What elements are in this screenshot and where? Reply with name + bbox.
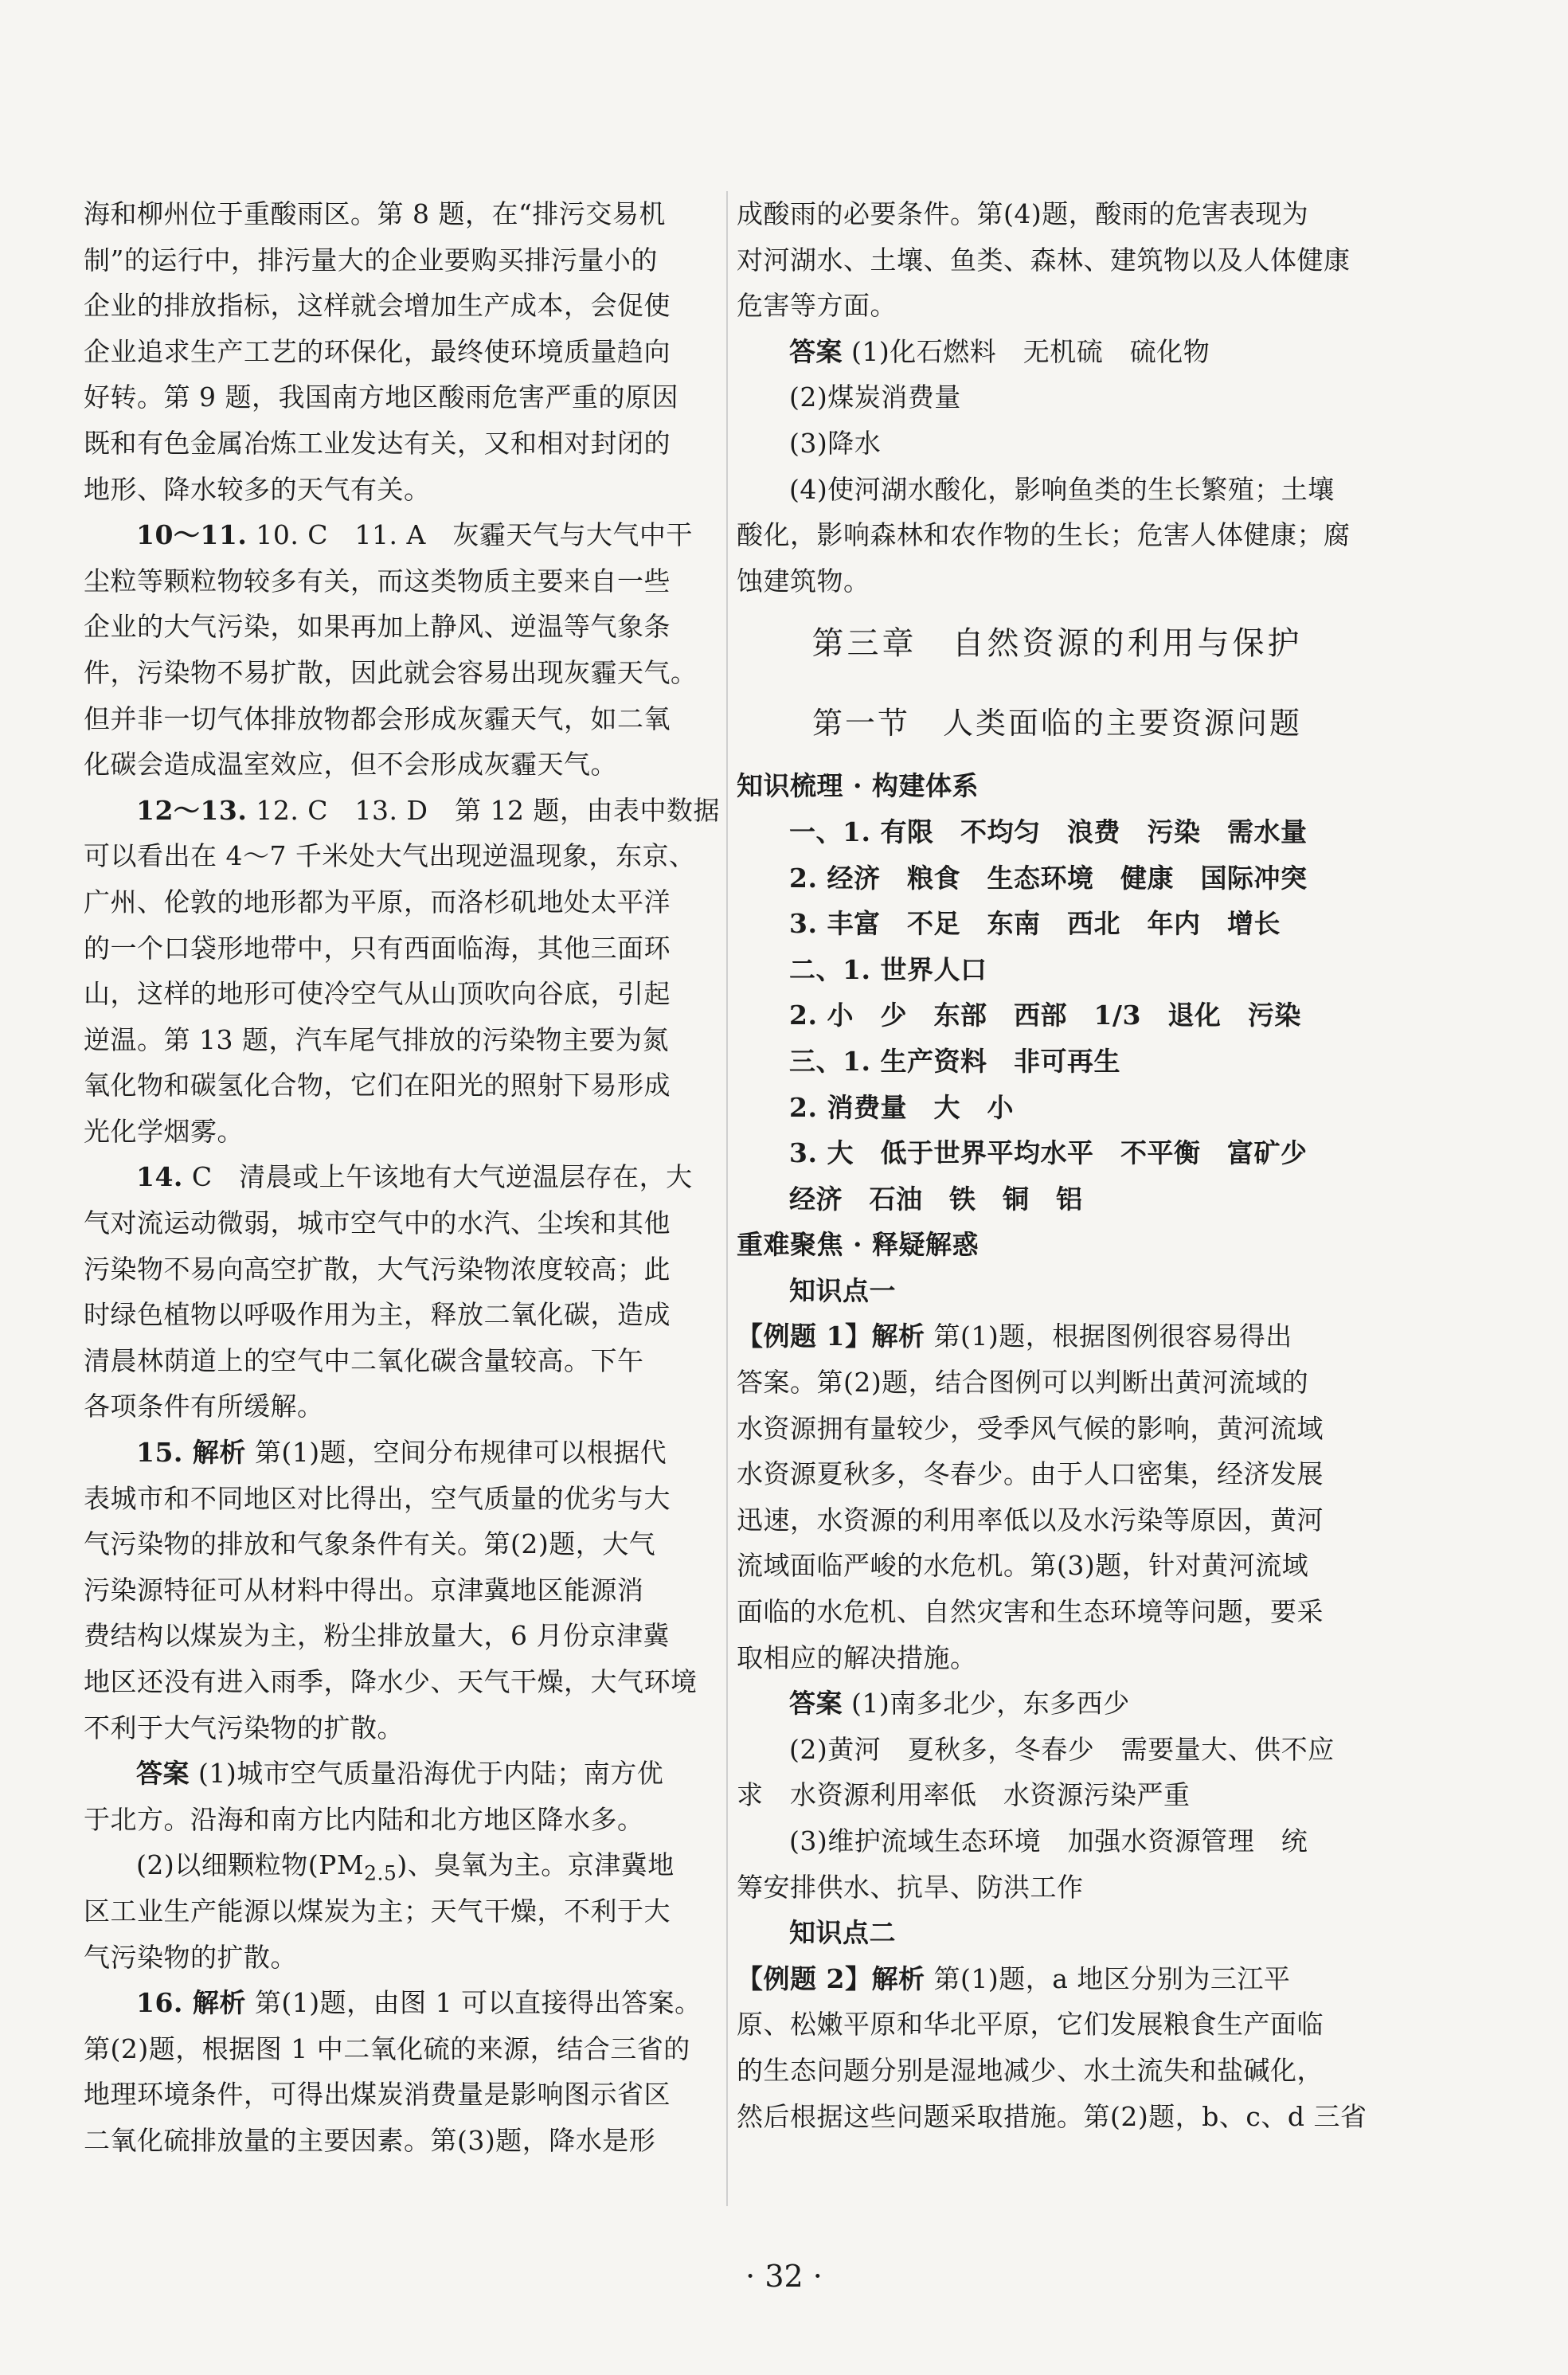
text-line: 于北方。沿海和南方比内陆和北方地区降水多。: [84, 1803, 644, 1835]
text-line: [84, 512, 725, 558]
text-line: 然后根据这些问题采取措施。第(2)题，b、c、d 三省: [737, 2100, 1367, 2132]
answer-text: 第(1)题，空间分布规律可以根据代: [245, 1437, 667, 1469]
text-line: [84, 1842, 725, 1888]
text-line: 地理环境条件，可得出煤炭消费量是影响图示省区: [84, 2079, 671, 2111]
text-line: 不利于大气污染物的扩散。: [84, 1712, 404, 1743]
text-line: 流域面临严峻的水危机。第(3)题，针对黄河流域: [737, 1550, 1309, 1582]
answer-text: (2)以细颗粒物(PM: [136, 1849, 365, 1881]
answer-text: (1)化石燃料 无机硫 硫化物: [843, 335, 1210, 367]
paragraph-acid-rain-cont: [84, 191, 725, 512]
text-line: 逆温。第 13 题，汽车尾气排放的污染物主要为氮: [84, 1023, 669, 1055]
knowledge-heading: 知识梳理 · 构建体系: [737, 770, 979, 802]
text-line: [737, 1313, 1378, 1360]
paragraph-acid-rain-harm: [737, 191, 1378, 329]
right-column: [737, 191, 1378, 2139]
text-line: 原、松嫩平原和华北平原，它们发展粮食生产面临: [737, 2009, 1324, 2040]
text-line: 清晨林荫道上的空气中二氧化碳含量较高。下午: [84, 1344, 644, 1376]
question-16-answer: [737, 329, 1378, 605]
question-14: [84, 1154, 725, 1430]
text-line: [737, 329, 1378, 375]
question-15: [84, 1430, 725, 1980]
answer-text: 第(1)题，由图 1 可以直接得出答案。: [245, 1987, 702, 2019]
subscript: 2.5: [364, 1861, 397, 1885]
text-line: 三、1. 生产资料 非可再生: [789, 1045, 1120, 1077]
text-line: (2)黄河 夏秋多，冬春少 需要量大、供不应: [789, 1733, 1335, 1765]
text-line: 对河湖水、土壤、鱼类、森林、建筑物以及人体健康: [737, 244, 1351, 276]
answer-text: 10. C 11. A 灰霾天气与大气中干: [247, 519, 693, 551]
knowledge-point-heading: 知识点二: [789, 1917, 896, 1949]
text-line: 山，这样的地形可使冷空气从山顶吹向谷底，引起: [84, 978, 671, 1010]
text-line: 答案。第(2)题，结合图例可以判断出黄河流域的: [737, 1367, 1309, 1399]
text-line: [737, 1680, 1378, 1727]
section-title: 第一节 人类面临的主要资源问题: [811, 706, 1302, 741]
text-line: 污染物不易向高空扩散，大气污染物浓度较高；此: [84, 1253, 671, 1285]
text-line: 取相应的解决措施。: [737, 1641, 977, 1673]
text-line: 好转。第 9 题，我国南方地区酸雨危害严重的原因: [84, 381, 678, 413]
text-line: [84, 1980, 725, 2026]
example-label: 【例题 2】解析: [737, 1962, 925, 1994]
text-line: (4)使河湖水酸化，影响鱼类的生长繁殖；土壤: [789, 473, 1335, 505]
answer-text: (1)南多北少，东多西少: [843, 1688, 1130, 1720]
text-line: 气污染物的排放和气象条件有关。第(2)题，大气: [84, 1528, 656, 1560]
text-line: (3)维护流域生态环境 加强水资源管理 统: [789, 1825, 1308, 1857]
text-line: 可以看出在 4～7 千米处大气出现逆温现象，东京、: [84, 840, 696, 872]
text-line: 迅速，水资源的利用率低以及水污染等原因，黄河: [737, 1504, 1324, 1536]
text-line: (3)降水: [789, 427, 882, 459]
page-number: · 32 ·: [745, 2259, 823, 2294]
text-line: 件，污染物不易扩散，因此就会容易出现灰霾天气。: [84, 656, 698, 688]
text-line: 危害等方面。: [737, 290, 897, 322]
text-line: 区工业生产能源以煤炭为主；天气干燥，不利于大: [84, 1895, 671, 1927]
text-line: 2. 消费量 大 小: [789, 1091, 1014, 1123]
text-line: (2)煤炭消费量: [789, 381, 961, 413]
text-line: 广州、伦敦的地形都为平原，而洛杉矶地处太平洋: [84, 886, 671, 918]
answer-text: C 清晨或上午该地有大气逆温层存在，大: [182, 1161, 693, 1193]
question-number: 15. 解析: [136, 1437, 246, 1469]
text-line: 表城市和不同地区对比得出，空气质量的优劣与大: [84, 1482, 671, 1514]
text-line: 二、1. 世界人口: [789, 953, 987, 985]
answer-text: )、臭氧为主。京津冀地: [397, 1849, 675, 1881]
text-line: 2. 经济 粮食 生态环境 健康 国际冲突: [789, 862, 1308, 894]
text-line: [84, 1430, 725, 1476]
question-number: 16. 解析: [136, 1987, 246, 2019]
text-line: 海和柳州位于重酸雨区。第 8 题，在“排污交易机: [84, 198, 666, 229]
left-column: [84, 191, 725, 2164]
text-line: 求 水资源利用率低 水资源污染严重: [737, 1779, 1191, 1811]
text-line: 的生态问题分别是湿地减少、水土流失和盐碱化，: [737, 2054, 1324, 2086]
answer-label: 答案: [789, 1688, 843, 1720]
question-12-13: [84, 788, 725, 1155]
text-line: 既和有色金属冶炼工业发达有关，又和相对封闭的: [84, 427, 671, 459]
knowledge-summary: [737, 763, 1378, 1222]
text-line: 气污染物的扩散。: [84, 1941, 297, 1973]
question-number: 14.: [136, 1161, 183, 1193]
text-line: 各项条件有所缓解。: [84, 1391, 324, 1422]
text-line: 光化学烟雾。: [84, 1115, 244, 1147]
text-line: 水资源拥有量较少，受季风气候的影响，黄河流域: [737, 1412, 1324, 1444]
knowledge-point-heading: 知识点一: [789, 1274, 896, 1306]
focus-heading: 重难聚焦 · 释疑解惑: [737, 1229, 979, 1261]
text-line: [737, 1956, 1378, 2002]
chapter-title: 第三章 自然资源的利用与保护: [811, 625, 1303, 663]
text-line: 一、1. 有限 不均匀 浪费 污染 需水量: [789, 816, 1308, 847]
question-number: 12～13.: [136, 794, 248, 826]
text-line: 但并非一切气体排放物都会形成灰霾天气，如二氧: [84, 702, 671, 734]
text-line: 二氧化硫排放量的主要因素。第(3)题，降水是形: [84, 2124, 656, 2156]
question-16: [84, 1980, 725, 2163]
text-line: 成酸雨的必要条件。第(4)题，酸雨的危害表现为: [737, 198, 1309, 229]
text-line: 企业追求生产工艺的环保化，最终使环境质量趋向: [84, 335, 671, 367]
text-line: [84, 1154, 725, 1200]
text-line: 蚀建筑物。: [737, 565, 870, 597]
text-line: 的一个口袋形地带中，只有西面临海，其他三面环: [84, 932, 671, 964]
text-line: 化碳会造成温室效应，但不会形成灰霾天气。: [84, 749, 617, 781]
text-line: 企业的排放指标，这样就会增加生产成本，会促使: [84, 290, 671, 322]
text-line: [84, 1751, 725, 1797]
text-line: 3. 丰富 不足 东南 西北 年内 增长: [789, 908, 1281, 940]
text-line: 面临的水危机、自然灾害和生态环境等问题，要采: [737, 1596, 1324, 1628]
text-line: 水资源夏秋多，冬春少。由于人口密集，经济发展: [737, 1458, 1324, 1490]
question-number: 10～11.: [136, 519, 248, 551]
text-line: 制”的运行中，排污量大的企业要购买排污量小的: [84, 244, 658, 276]
answer-text: 第(1)题，a 地区分别为三江平: [925, 1962, 1291, 1994]
text-line: 企业的大气污染，如果再加上静风、逆温等气象条: [84, 611, 671, 643]
text-line: 时绿色植物以呼吸作用为主，释放二氧化碳，造成: [84, 1299, 671, 1331]
text-line: 筹安排供水、抗旱、防洪工作: [737, 1871, 1084, 1903]
text-line: 地形、降水较多的天气有关。: [84, 473, 431, 505]
column-divider: [726, 191, 728, 2206]
text-line: 气对流运动微弱，城市空气中的水汽、尘埃和其他: [84, 1207, 671, 1239]
text-line: 2. 小 少 东部 西部 1/3 退化 污染: [789, 1000, 1301, 1031]
answer-text: 12. C 13. D 第 12 题，由表中数据: [247, 794, 720, 826]
answer-text: 第(1)题，根据图例很容易得出: [925, 1321, 1292, 1352]
text-line: 污染源特征可从材料中得出。京津冀地区能源消: [84, 1574, 644, 1606]
text-line: 酸化，影响森林和农作物的生长；危害人体健康；腐: [737, 519, 1351, 551]
answer-label: 答案: [136, 1758, 190, 1790]
focus-section: [737, 1222, 1378, 2139]
text-line: 费结构以煤炭为主，粉尘排放量大，6 月份京津冀: [84, 1620, 670, 1652]
text-line: 氧化物和碳氢化合物，它们在阳光的照射下易形成: [84, 1070, 671, 1101]
example-label: 【例题 1】解析: [737, 1321, 925, 1352]
answer-label: 答案: [789, 335, 843, 367]
text-line: 3. 大 低于世界平均水平 不平衡 富矿少: [789, 1137, 1308, 1169]
text-line: 尘粒等颗粒物较多有关，而这类物质主要来自一些: [84, 565, 671, 597]
answer-text: (1)城市空气质量沿海优于内陆；南方优: [190, 1758, 664, 1790]
text-line: 第(2)题，根据图 1 中二氧化硫的来源，结合三省的: [84, 2033, 690, 2064]
text-line: [84, 788, 725, 834]
question-10-11: [84, 512, 725, 788]
text-line: 经济 石油 铁 铜 铝: [789, 1183, 1083, 1215]
text-line: 地区还没有进入雨季，降水少、天气干燥，大气环境: [84, 1666, 698, 1697]
